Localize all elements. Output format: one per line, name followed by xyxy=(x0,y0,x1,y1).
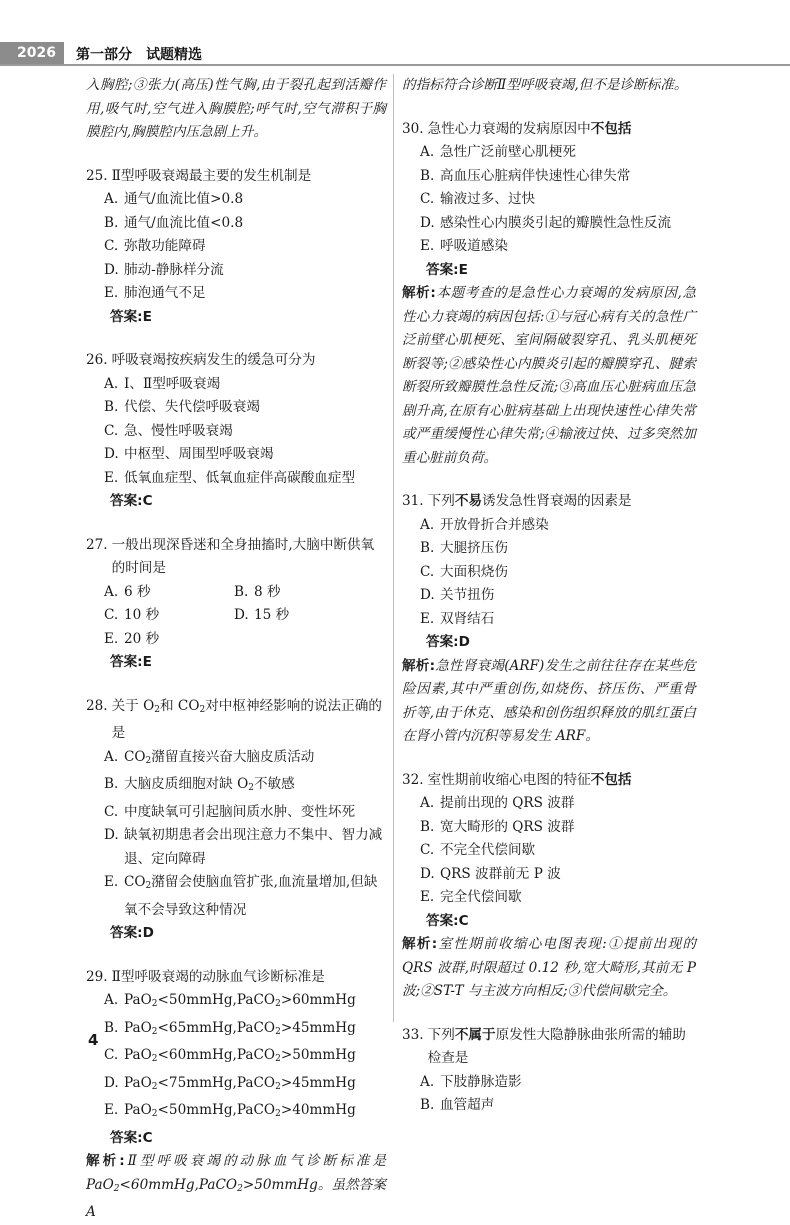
option-a: A. 急性广泛前壁心肌梗死 xyxy=(420,144,576,160)
explanation: 解析:室性期前收缩心电图表现:①提前出现的 QRS 波群,时限超过 0.12 秒,宽大畸形,其前无 P 波;②ST-T 与主波方向相反;③代偿间歇完全。 xyxy=(402,936,696,999)
option-c: C. 弥散功能障碍 xyxy=(104,238,206,254)
explanation: 解析:本题考查的是急性心力衰竭的发病原因,急性心力衰竭的病因包括:①与冠心病有关的急性广泛前壁心肌梗死、室间隔破裂穿孔、乳头肌梗死断裂等;②感染性心内膜炎引起的瓣膜穿孔、腱索断裂所致瓣膜性急性反流;③高血压心脏病血压急剧升高,在原有心脏病基础上出现快速性心律失常或严重缓慢性心律失常;④输液过快、过多突然加重心脏前负荷。 xyxy=(402,285,697,466)
option-c: C. PaO$_2$<60mmHg,PaCO$_2$>50mmHg xyxy=(104,1047,356,1064)
answer: 答案:D xyxy=(110,925,154,941)
option-c: C. 急、慢性呼吸衰竭 xyxy=(104,422,233,439)
option-e: E. 双肾结石 xyxy=(420,610,495,627)
question-number: 26. xyxy=(86,352,108,368)
option-b: B. 大脑皮质细胞对缺 $O_2$不敏感 xyxy=(104,776,295,793)
option-d: D. 15 秒 xyxy=(234,607,290,623)
option-b: B. 8 秒 xyxy=(234,583,281,600)
question-stem: Ⅱ型呼吸衰竭最主要的发生机制是 xyxy=(111,167,312,184)
continuation-text: 入胸腔;③张力(高压)性气胸,由于裂孔起到活瓣作用,吸气时,空气进入胸膜腔;呼气时,空气滞积于胸膜腔内,胸膜腔内压急剧上升。 xyxy=(86,77,386,140)
question-30 xyxy=(402,118,696,471)
question-stem: 室性期前收缩心电图的特征不包括 xyxy=(427,771,632,788)
option-e: E. 低氧血症型、低氧血症伴高碳酸血症型 xyxy=(104,469,356,486)
option-a: A. $CO_2$潴留直接兴奋大脑皮质活动 xyxy=(104,748,315,766)
year-tab: 2026 xyxy=(0,42,64,64)
option-a: A. 提前出现的 QRS 波群 xyxy=(420,795,575,811)
option-c: C. 不完全代偿间歇 xyxy=(420,842,536,858)
answer: 答案:C xyxy=(110,493,153,509)
option-d: D. 关节扭伤 xyxy=(420,587,495,603)
answer: 答案:C xyxy=(110,1129,153,1146)
option-d: D. 缺氧初期患者会出现注意力不集中、智力减退、定向障碍 xyxy=(104,827,383,867)
option-a: A. 通气/血流比值>0.8 xyxy=(104,191,244,207)
section-title: 第一部分 试题精选 xyxy=(76,47,202,63)
option-e: E. 完全代偿间歇 xyxy=(420,889,522,905)
answer: 答案:E xyxy=(110,654,152,670)
question-stem: 下列不属于原发性大隐静脉曲张所需的辅助检查是 xyxy=(427,1026,686,1066)
answer: 答案:E xyxy=(110,308,152,325)
question-number: 30. xyxy=(402,120,424,137)
option-b: B. 大腿挤压伤 xyxy=(420,540,508,556)
question-32 xyxy=(402,769,696,1004)
option-d: D. 中枢型、周围型呼吸衰竭 xyxy=(104,446,274,462)
option-c: C. 中度缺氧可引起脑间质水肿、变性坏死 xyxy=(104,803,356,820)
option-e: E. PaO$_2$<50mmHg,PaCO$_2$>40mmHg xyxy=(104,1102,356,1119)
question-number: 33. xyxy=(402,1026,424,1043)
left-column xyxy=(86,74,386,1225)
option-a: A. 6 秒 xyxy=(104,583,151,600)
option-b: B. PaO$_2$<65mmHg,PaCO$_2$>45mmHg xyxy=(104,1019,356,1037)
question-27 xyxy=(86,534,386,675)
question-number: 32. xyxy=(402,771,424,788)
question-stem: 下列不易诱发急性肾衰竭的因素是 xyxy=(427,493,632,509)
page-number: 4 xyxy=(88,1031,99,1049)
header-rule xyxy=(0,64,790,66)
question-stem: 急性心力衰竭的发病原因中不包括 xyxy=(427,120,632,137)
question-stem: 关于 $O_2$和 $CO_2$对中枢神经影响的说法正确的是 xyxy=(111,697,382,741)
option-e: E. 20 秒 xyxy=(104,630,160,647)
question-stem: 呼吸衰竭按疾病发生的缓急可分为 xyxy=(111,352,316,368)
question-33 xyxy=(402,1024,696,1118)
option-c: C. 输液过多、过快 xyxy=(420,191,536,207)
answer: 答案:C xyxy=(426,912,469,929)
right-column xyxy=(402,74,696,1118)
question-number: 29. xyxy=(86,968,108,985)
explanation: 解析:Ⅱ型呼吸衰竭的动脉血气诊断标准是 PaO$_2$<60mmHg,PaCO$_2$>50mmHg。虽然答案 A xyxy=(86,1153,386,1220)
question-29 xyxy=(86,966,386,1225)
option-d: D. QRS 波群前无 P 波 xyxy=(420,865,561,882)
question-stem: Ⅱ型呼吸衰竭的动脉血气诊断标准是 xyxy=(111,968,325,985)
option-e: E. 肺泡通气不足 xyxy=(104,285,206,301)
question-28 xyxy=(86,695,386,946)
column-divider xyxy=(393,74,394,1022)
question-number: 27. xyxy=(86,536,108,553)
question-stem: 一般出现深昏迷和全身抽搐时,大脑中断供氧的时间是 xyxy=(111,536,375,576)
answer: 答案:E xyxy=(426,261,468,278)
option-b: B. 高血压心脏病伴快速性心律失常 xyxy=(420,167,631,184)
question-number: 28. xyxy=(86,697,108,714)
option-a: A. 开放骨折合并感染 xyxy=(420,516,549,533)
page-header xyxy=(0,0,790,63)
question-number: 31. xyxy=(402,493,424,509)
option-a: A. 下肢静脉造影 xyxy=(420,1073,522,1090)
option-e: E. 呼吸道感染 xyxy=(420,238,508,254)
option-b: B. 代偿、失代偿呼吸衰竭 xyxy=(104,399,260,415)
option-d: D. 肺动-静脉样分流 xyxy=(104,261,224,278)
continuation-text: 的指标符合诊断Ⅱ型呼吸衰竭,但不是诊断标准。 xyxy=(402,77,688,93)
option-e: E. $CO_2$潴留会使脑血管扩张,血流量增加,但缺氧不会导致这种情况 xyxy=(104,874,378,918)
option-a: A. Ⅰ、Ⅱ型呼吸衰竭 xyxy=(104,375,221,392)
question-number: 25. xyxy=(86,167,108,184)
explanation: 解析:急性肾衰竭(ARF)发生之前往往存在某些危险因素,其中严重创伤,如烧伤、挤压伤、严重骨折等,由于休克、感染和创伤组织释放的肌红蛋白在肾小管内沉积等易发生 ARF。 xyxy=(402,657,697,744)
option-a: A. PaO$_2$<50mmHg,PaCO$_2$>60mmHg xyxy=(104,992,356,1009)
option-b: B. 宽大畸形的 QRS 波群 xyxy=(420,818,575,835)
option-d: D. PaO$_2$<75mmHg,PaCO$_2$>45mmHg xyxy=(104,1074,356,1092)
option-b: B. 血管超声 xyxy=(420,1097,495,1113)
option-d: D. 感染性心内膜炎引起的瓣膜性急性反流 xyxy=(420,214,672,231)
question-26 xyxy=(86,349,386,514)
answer: 答案:D xyxy=(426,634,470,650)
option-c: C. 10 秒 xyxy=(104,607,160,623)
question-25 xyxy=(86,165,386,330)
option-b: B. 通气/血流比值<0.8 xyxy=(104,214,244,231)
question-31 xyxy=(402,490,696,749)
option-c: C. 大面积烧伤 xyxy=(420,563,508,580)
